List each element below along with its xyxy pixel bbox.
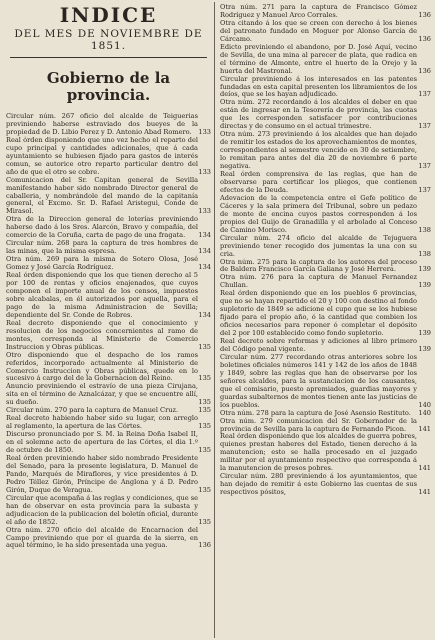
entry-page-number: 137 [418,185,431,194]
index-entry [220,259,431,275]
entry-text: Discurso pronunciado por S. M. la Reina Doña Isabel II, en el solemne acto de apertura de las Córtes, el dia 1.º de octubre de 1850. [6,430,198,455]
entry-text: Real órden disponiendo que en los pueblos 6 provincias, que no se hayan repartido el 20 y 100 con destino al fondo supletorio de 1849 se adicione el cupo que se los hubiese fijado para el propio año, ó la cantidad que combien los oficios necesarios para reponer ó completar el depósito del 2 por 100 establecido como fondo supletorio. [220,289,417,338]
entry-page-number: 139 [418,344,431,353]
entry-text: Anuncio previniendo el estravío de una pieza Cirujana, sita en el término de Aznalcázar, y que se encuentre allí, su dueño. [6,382,198,407]
entry-text: Comunicacion del Sr. Capitan general de Sevilla manifestando haber sido nombrado Director general de caballeria, y nombrándole del mando de la capitanía general, el Excmo. Sr. D. Rafael Aristegui, Conde de Mirasol. [6,175,198,216]
entry-page-number: 136 [418,66,431,75]
entry-text: Real órden comprensiva de las reglas, que han de observarse para certificar los pliegos, que contienen efectos de la Deuda. [220,170,417,194]
index-entry [220,338,431,354]
index-entry [6,216,211,240]
entry-page-number: 135 [198,446,211,455]
entry-page-number: 136 [418,10,431,19]
index-entry [6,352,211,384]
entry-page-number: 137 [418,122,431,131]
entry-page-number: 134 [198,263,211,272]
entry-page-number: 138 [418,225,431,234]
index-title: INDICE [59,3,158,27]
index-entry [6,455,211,495]
entry-text: Otra de la Direccion general de loterías previniendo haberse dado á los Sres. Alarcón, Bravo y compañía, del comercio de la Coruña, carta de pago de una fragata. [6,215,198,240]
entry-text: Circular núm. 280 previniendo á los ayuntamientos, que han dejado de remitir á este Gobierno las cuentas de sus respectivos pósitos, [220,472,417,497]
entry-page-number: 140 [418,400,431,409]
entry-text: Edicto previniendo el abandono, por D. José Aquí, vecino de Sevilla, de una mina al parecer de plata, que radica en el término de Almonte, entre el huerto de la Orejo y la huerta del Mastronal. [220,42,417,75]
index-entry [220,171,431,195]
entry-text: Circular núm. 270 para la captura de Manuel Cruz. [6,406,179,415]
entry-page-number: 135 [198,374,211,383]
entry-page-number: 141 [418,424,431,433]
right-column [220,4,431,497]
entry-text: Otra núm. 275 para la captura de los autores del proceso de Baldera Francisco García Galiana y José Herrera. [220,257,417,274]
index-entry [220,131,431,171]
index-subtitle: DEL MES DE NOVIEMBRE DE 1851. [14,28,203,52]
index-entry [6,415,211,431]
entry-page-number: 137 [418,162,431,171]
entry-text: Otro disponiendo que el despacho de los ramos referidos, incorporado actualmente al Ministerio de Comercio Instruccion y Obras públicas, quede en lo sucesivo á cargo del de la Gobernacion del Reino. [6,350,198,383]
entry-page-number: 135 [198,485,211,494]
entry-page-number: 133 [198,167,211,176]
entry-text: Adevacion de la competencia entre el Gefe político de Cáceres y la sala primera del Tribunal, sobre un pedazo de monte de encina cuyos pastos corresponden á los propios del Guijo de Granadilla y el arbolado al Conceso de Camino Morisco. [220,193,417,234]
index-entry [220,99,431,131]
entry-page-number: 135 [198,406,211,415]
entry-page-number: 134 [198,231,211,240]
entry-page-number: 135 [198,517,211,526]
entry-text: Circular núm. 274 oficio del alcalde de Tejuguera previniendo tener recogido dos jumentas la una con su cria. [220,233,417,258]
entry-text: Real órden disponiendo que uno vez hecho el reparto del cupo principal y cantidades adicionales, que á cada ayuntamiento se hubiesen fijado para gastos de interés comun, se autorice otro reparto particular dentro del año de que el otro se cobre. [6,135,198,176]
entry-text: Circular núm. 267 oficio del alcalde de Teiguerias previniendo haberse estraviado dos bueyes de la propiedad de D. Libio Perez y D. Antonio Abad Romero. [6,112,198,136]
entry-page-number: 139 [418,265,431,274]
entry-text: Real órden disponiendo que los que tienen derecho al 5 por 100 de rentas y oficios enajenados, que cuyos componen el importe anual de los censos, impuestos sobre alcabalas, en él autorizados por aquella, para el pago de la misma Administracion de Sevilla; dependiente del Sr. Conde de Robres. [6,271,198,319]
left-entry-list [6,113,211,550]
entry-text: Otra citando á los que se creen con derecho á los bienes del patronato fundado en Moguer por Alonso García de Cárcamo. [220,18,417,43]
entry-page-number: 136 [418,34,431,43]
entry-page-number: 139 [418,329,431,338]
index-entry [6,113,211,137]
entry-text: Otra núm. 269 para la misma de Sotero Olosa, José Gomez y José García Rodríguez. [6,255,198,272]
entry-text: Real órden previniendo haber sido nombrado Presidente del Senado, para la presente legislatura, D. Manuel de Pando, Marqués de Miraflores, y vice presidentes á D. Pedro Téllez Girón, Príncipe de Anglona y á D. Pedro Girón, Duque de Veragua. [6,453,198,494]
entry-page-number: 140 [418,408,431,417]
index-entry [220,195,431,235]
index-entry [220,44,431,76]
index-entry [6,431,211,455]
index-entry [6,177,211,217]
entry-page-number: 133 [198,207,211,216]
entry-text: Real decreto disponiendo que el conocimiento y resolucion de los negocios concernientes al ramo de montes, corresponda al Ministerio de Comercio Instruccion y Obras públicas. [6,318,198,351]
index-entry [6,527,211,551]
entry-text: Otra núm. 272 recordando á los alcaldes el deber en que están de ingresar en la Tesorería de provincia, las cuotas que les corresponden satisfacer por contribuciones directas y de consumo en el actual trimestre. [220,98,417,131]
entry-page-number: 135 [198,342,211,351]
section-title: Gobierno de la provincia. [46,69,171,104]
index-entry [6,137,211,177]
index-entry [220,274,431,290]
index-entry [220,433,431,473]
index-entry [6,320,211,352]
index-entry [220,290,431,338]
index-entry [6,240,211,256]
entry-text: Circular núm. 277 recordando otras anteriores sobre los boletines oficiales números 141 y 142 de los años de 1848 y 1849, sobre las reglas que han de observarse por los señores alcaldes, para la sustanciacion de los causantes, que el comisario, puesto apremiados, guardias mayores y guardas subalternos de montes tienen ante las justicias de los pueblos. [220,352,417,409]
left-column [6,4,211,550]
entry-text: Circular núm. 268 para la captura de tres hombres de las minas, que la misma espresa. [6,239,198,256]
entry-text: Real decreto habiendo haber sido su lugar, con arreglo al reglamento, la apertura de las Córtes. [6,414,198,431]
index-entry [6,495,211,527]
index-entry [6,272,211,320]
index-entry [220,235,431,259]
entry-page-number: 134 [198,247,211,256]
entry-text: Circular previniendo á los interesados en las patentes fundadas en esta capital presenten los libramientos de los deíos, que se les hayan adjudicado. [220,74,417,99]
entry-page-number: 135 [198,422,211,431]
entry-text: Circular que acompaña á las reglas y condiciones, que se han de observar en esta provincia para la subasta y adjudicacion de la publicacion del boletín oficial, durante el año de 1852. [6,493,198,526]
entry-text: Real decreto sobre reformas y adiciones al libro primero del Código penal vigente. [220,337,417,353]
entry-page-number: 135 [198,398,211,407]
entry-page-number: 139 [418,281,431,290]
index-entry [6,256,211,272]
index-entry [220,4,431,20]
entry-page-number: 141 [418,488,431,497]
index-entry [220,473,431,497]
entry-text: Otra núm. 273 previniendo á los alcaldes que han dejado de remitir los estados de los aprovechamientos de montes, correspondientes al semestre vencido en 30 de setiembre, lo remitan para antes del dia 20 de noviembre 6 parte negativa. [220,130,417,171]
entry-page-number: 137 [418,90,431,99]
index-entry [6,383,211,407]
entry-text: Otra núm. 276 para la captura de Manuel Fernandez Chullan. [220,273,417,290]
index-entry [220,20,431,44]
index-entry [220,76,431,100]
entry-page-number: 138 [418,249,431,258]
entry-page-number: 133 [198,127,211,136]
right-entry-list [220,4,431,497]
entry-page-number: 141 [418,464,431,473]
header-rule [10,57,207,58]
index-entry [220,354,431,410]
index-entry [220,418,431,434]
entry-text: Real órden disponiendo que los alcaldes de guerra pobres, quienes prestan haberes del Estado, tienen derecho á la manutencion; esto se halla procesado en el juzgado militar por el ayuntamiento respectivo que corresponda á la manutencion de presos pobres. [220,432,417,473]
entry-text: Otra núm. 270 oficio del alcalde de Encarnacion del Campo previniendo que por el guarda de la sierra, en aquel término, le ha sido presentada una yegua. [6,525,198,550]
column-divider [214,2,215,638]
entry-text: Otra núm. 279 comunicacion del Sr. Gobernador de la provincia de Sevilla para la captura de Fernando Picon. [220,416,417,433]
entry-text: Otra núm. 278 para la captura de José Asensio Restituto. [220,408,411,417]
entry-page-number: 134 [198,310,211,319]
entry-page-number: 136 [198,541,211,550]
entry-text: Otra núm. 271 para la captura de Francisco Gómez Rodríguez y Manuel Arco Corrales. [220,3,417,19]
